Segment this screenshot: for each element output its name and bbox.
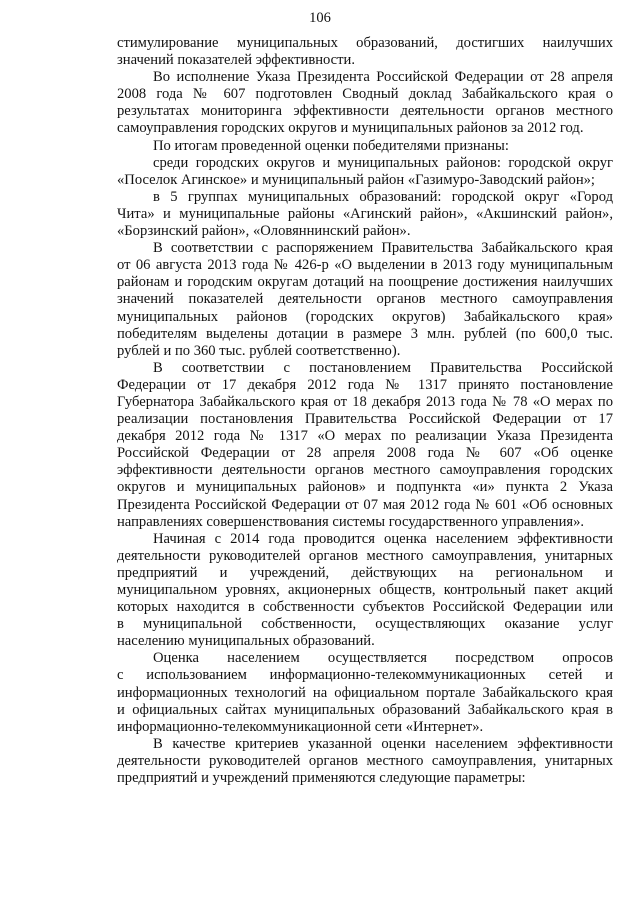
paragraph: [117, 138, 613, 155]
text-line: муниципальных районов (городских округов) Забайкальского края»: [117, 308, 613, 325]
page-number: 106: [309, 10, 331, 26]
text-line: Чита» и муниципальные районы «Агинский район», «Акшинский район»,: [117, 205, 613, 222]
paragraph: [117, 189, 613, 240]
paragraph: [117, 155, 613, 189]
text-line: деятельности руководителей органов местного самоуправления, унитарных: [117, 547, 613, 564]
text-line: В соответствии с постановлением Правительства Российской: [153, 359, 613, 376]
text-line: округов и муниципальных районов» и подпункта «и» пункта 2 Указа: [117, 479, 613, 496]
paragraph: [117, 650, 613, 735]
text-line: Оценка населением осуществляется посредством опросов: [153, 650, 613, 667]
paragraph: [117, 360, 613, 531]
text-line: информационно-телекоммуникационной сети «Интернет».: [117, 718, 484, 735]
text-line: среди городских округов и муниципальных районов: городской округ: [153, 154, 613, 171]
text-line: которых находится в собственности субъектов Российской Федерации или: [117, 599, 613, 616]
text-line: 2008 года № 607 подготовлен Сводный доклад Забайкальского края о: [117, 86, 613, 103]
text-line: и официальных сайтах муниципальных образований Забайкальского края в: [117, 701, 613, 718]
text-line: Федерации от 17 декабря 2012 года № 1317 принято постановление: [117, 376, 613, 393]
text-line: предприятий и учреждений применяются следующие параметры:: [117, 770, 526, 787]
text-line: населению муниципальных образований.: [117, 633, 375, 650]
paragraph: [117, 35, 613, 69]
text-line: значений показателей эффективности.: [117, 52, 355, 69]
text-line: декабря 2012 года № 1317 «О мерах по реализации Указа Президента: [117, 428, 613, 445]
text-line: В качестве критериев указанной оценки населением эффективности: [153, 735, 613, 752]
text-line: Начиная с 2014 года проводится оценка населением эффективности: [153, 530, 613, 547]
document-body: [117, 35, 613, 787]
text-line: информационных технологий на официальном портале Забайкальского края: [117, 684, 613, 701]
text-line: По итогам проведенной оценки победителями признаны:: [153, 137, 509, 154]
text-line: рублей и по 360 тыс. рублей соответственно).: [117, 342, 401, 359]
text-line: самоуправления городских округов и муниципальных районов за 2012 год.: [117, 120, 584, 137]
text-line: в муниципальной собственности, осуществляющих оказание услуг: [117, 616, 613, 633]
text-line: предприятий и учреждений, действующих на региональном и: [117, 564, 613, 581]
text-line: в 5 группах муниципальных образований: городской округ «Город: [153, 188, 613, 205]
text-line: направлениях совершенствования системы государственного управления».: [117, 513, 585, 530]
text-line: Российской Федерации от 28 апреля 2008 года № 607 «Об оценке: [117, 445, 613, 462]
text-line: районам и городским округам дотаций на поощрение достижения наилучших: [117, 274, 613, 291]
text-line: «Поселок Агинское» и муниципальный район «Газимуро-Заводский район»;: [117, 171, 595, 188]
text-line: от 06 августа 2013 года № 426-р «О выделении в 2013 году муниципальным: [117, 257, 613, 274]
text-line: деятельности руководителей органов местного самоуправления, унитарных: [117, 752, 613, 769]
paragraph: [117, 240, 613, 360]
paragraph: [117, 736, 613, 787]
text-line: победителям выделены дотации в размере 3 млн. рублей (по 600,0 тыс.: [117, 325, 613, 342]
text-line: с использованием информационно-телекоммуникационных сетей и: [117, 667, 613, 684]
text-line: стимулирование муниципальных образований, достигших наилучших: [117, 35, 613, 51]
text-line: Президента Российской Федерации от 07 мая 2012 года № 601 «Об основных: [117, 496, 613, 513]
text-line: Во исполнение Указа Президента Российской Федерации от 28 апреля: [153, 69, 613, 86]
text-line: эффективности деятельности органов местного самоуправления городских: [117, 462, 613, 479]
text-line: «Борзинский район», «Оловяннинский район».: [117, 223, 411, 240]
text-line: результатах мониторинга эффективности деятельности органов местного: [117, 103, 613, 120]
text-line: муниципальном уровнях, акционерных обществ, контрольный пакет акций: [117, 582, 613, 598]
paragraph: [117, 69, 613, 137]
text-line: реализации постановления Правительства Российской Федерации от 17: [117, 411, 613, 428]
text-line: Губернатора Забайкальского края от 18 декабря 2013 года № 78 «О мерах по: [117, 393, 613, 410]
text-line: значений показателей деятельности органов местного самоуправления: [117, 291, 613, 308]
text-line: В соответствии с распоряжением Правительства Забайкальского края: [153, 240, 613, 257]
paragraph: [117, 531, 613, 651]
